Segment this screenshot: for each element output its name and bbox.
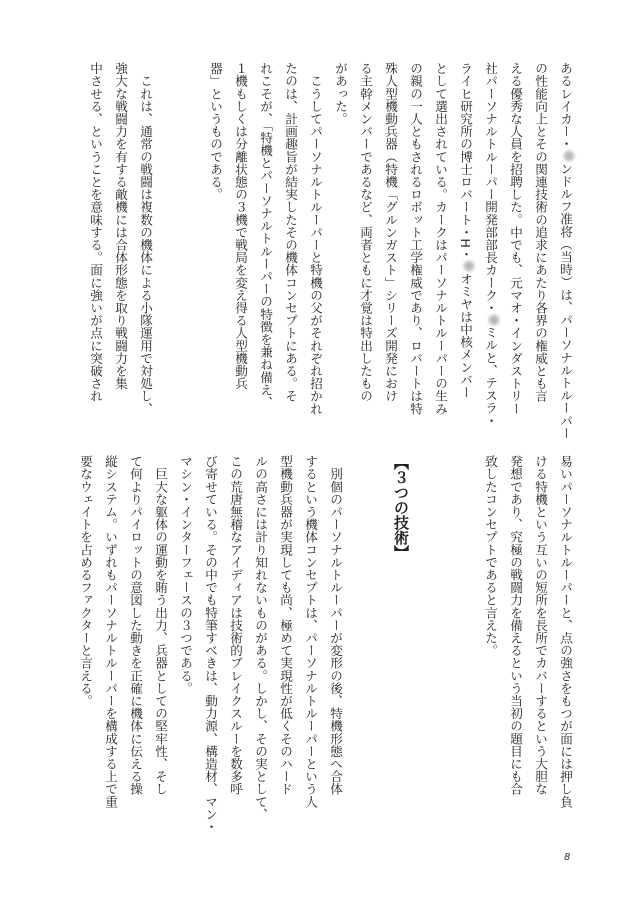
text-segment: 器」というものである。 bbox=[208, 62, 223, 201]
paragraph bbox=[203, 62, 328, 422]
text-segment: の性能向上とその関連技術の追求にあたり各界の権威とも言 bbox=[533, 62, 548, 403]
text-block-top bbox=[58, 62, 578, 440]
text-column bbox=[83, 62, 108, 422]
text-segment: れこそが、「特機とパーソナルトルーパーの特徴を兼ね備え、 bbox=[258, 62, 273, 409]
text-column bbox=[223, 455, 248, 845]
text-segment: マシン・インターフェースの３つである。 bbox=[178, 455, 193, 695]
text-segment: たのは、計画趣旨が結実したその機体コンセプトにある。そ bbox=[283, 62, 298, 403]
text-segment: 致したコンセプトであると言えた。 bbox=[483, 455, 498, 657]
text-column bbox=[228, 62, 253, 422]
text-column bbox=[303, 62, 328, 422]
text-column bbox=[328, 62, 353, 422]
text-column bbox=[503, 62, 528, 422]
text-segment: これは、通常の戦闘は複数の機体による小隊運用で対処し、 bbox=[138, 62, 153, 415]
text-segment: る主幹メンバーであるなど、両者ともに才覚は特出したもの bbox=[358, 62, 373, 403]
text-segment: として選出されている。カークはパーソナルトルーパーの生み bbox=[433, 62, 448, 415]
text-segment: 別個のパーソナルトルーパーが変形の後、特機形態へ合体 bbox=[328, 455, 343, 796]
text-column bbox=[253, 62, 278, 422]
text-column bbox=[108, 62, 133, 422]
text-column bbox=[453, 62, 478, 422]
redacted-character bbox=[488, 314, 500, 326]
text-column bbox=[403, 62, 428, 422]
paragraph bbox=[83, 62, 158, 422]
text-column bbox=[553, 62, 578, 440]
text-column bbox=[428, 62, 453, 422]
text-segment: 型機動兵器が実現しても尚、極めて実現性が低くそのハード bbox=[278, 455, 293, 796]
text-column bbox=[148, 455, 173, 845]
page-number: 8 bbox=[564, 852, 571, 863]
text-segment: があった。 bbox=[333, 62, 348, 125]
text-segment: あるレイカー・ bbox=[558, 62, 573, 151]
text-segment: こうしてパーソナルトルーパーと特機の父がそれぞれ招かれ bbox=[308, 62, 323, 415]
text-column bbox=[478, 455, 503, 845]
redacted-character bbox=[563, 150, 575, 162]
text-segment: ンドルフ准将（当時）は、パーソナルトルーパー bbox=[558, 162, 573, 440]
text-column bbox=[298, 455, 323, 845]
section-heading: 【３つの技術】 bbox=[392, 455, 410, 560]
text-column bbox=[478, 62, 503, 427]
text-segment: 殊人型機動兵器（特機「グルンガスト」シリーズ開発におけ bbox=[383, 62, 398, 403]
text-segment: オミヤは中核メンバー bbox=[458, 272, 473, 399]
text-segment: 縦システム。いずれもパーソナルトルーパーを構成する上で重 bbox=[103, 455, 118, 808]
text-column bbox=[528, 62, 553, 422]
text-segment: て何よりパイロットの意図した動きを正確に機体に伝える操 bbox=[128, 455, 143, 796]
text-segment: するという機体コンセプトは、パーソナルトルーパーという人 bbox=[303, 455, 318, 808]
text-segment: ライヒ研究所の博士ロバート・H・ bbox=[458, 62, 473, 261]
paragraph bbox=[328, 62, 578, 440]
text-column bbox=[198, 455, 223, 845]
text-segment: 社パーソナルトルーパー開発部部長カーク・ bbox=[483, 62, 498, 314]
text-segment: 中させる、ということを意味する。面に強いが点に突破され bbox=[88, 62, 103, 403]
text-column bbox=[123, 455, 148, 845]
text-segment: 要なウェイトを占めるファクターと言える。 bbox=[78, 455, 93, 707]
text-segment: １機もしくは分離状態の３機で戦局を変え得る人型機動兵 bbox=[233, 62, 248, 390]
text-segment: 強大な戦闘力を有する敵機には合体形態を取り戦闘力を集 bbox=[113, 62, 128, 390]
text-column bbox=[203, 62, 228, 422]
text-column bbox=[503, 455, 528, 845]
text-segment: える優秀な人員を招聘した。中でも、元マオ・インダストリー bbox=[508, 62, 523, 415]
text-column bbox=[248, 455, 273, 845]
text-segment: ミルと、テスラ・ bbox=[483, 326, 498, 427]
text-column bbox=[273, 455, 298, 845]
text-column bbox=[73, 455, 98, 845]
text-column bbox=[98, 455, 123, 845]
text-segment: の親の一人ともされるロボット工学権威であり、ロバートは特 bbox=[408, 62, 423, 415]
redacted-character bbox=[463, 260, 475, 272]
text-segment: 易いパーソナルトルーパーと、点の強さをもつが面には押し負 bbox=[558, 455, 573, 808]
text-segment: び寄せている。その中でも特筆すべきは、動力源、構造材、マン・ bbox=[203, 455, 218, 833]
text-column bbox=[528, 455, 553, 845]
text-segment: 発想であり、究極の戦闘力を備えるという当初の題目にも合 bbox=[508, 455, 523, 796]
text-segment: ける特機という互いの短所を長所でカバーするという大胆な bbox=[533, 455, 548, 796]
paragraph bbox=[73, 455, 173, 845]
text-segment: この荒唐無稽なアイディアは技術的ブレイクスルーを数多呼 bbox=[228, 455, 243, 796]
text-segment: ルの高さには計り知れないものがある。しかし、その実として、 bbox=[253, 455, 268, 821]
paragraph bbox=[478, 455, 578, 845]
text-column bbox=[173, 455, 198, 845]
text-column bbox=[378, 62, 403, 422]
text-block-bottom bbox=[53, 455, 578, 845]
paragraph bbox=[173, 455, 348, 845]
text-column bbox=[278, 62, 303, 422]
text-column bbox=[323, 455, 348, 845]
text-column bbox=[353, 62, 378, 422]
text-segment: 巨大な躯体の運動を賄う出力、兵器としての堅牢性、そし bbox=[153, 455, 168, 796]
text-column bbox=[133, 62, 158, 422]
text-column bbox=[553, 455, 578, 845]
